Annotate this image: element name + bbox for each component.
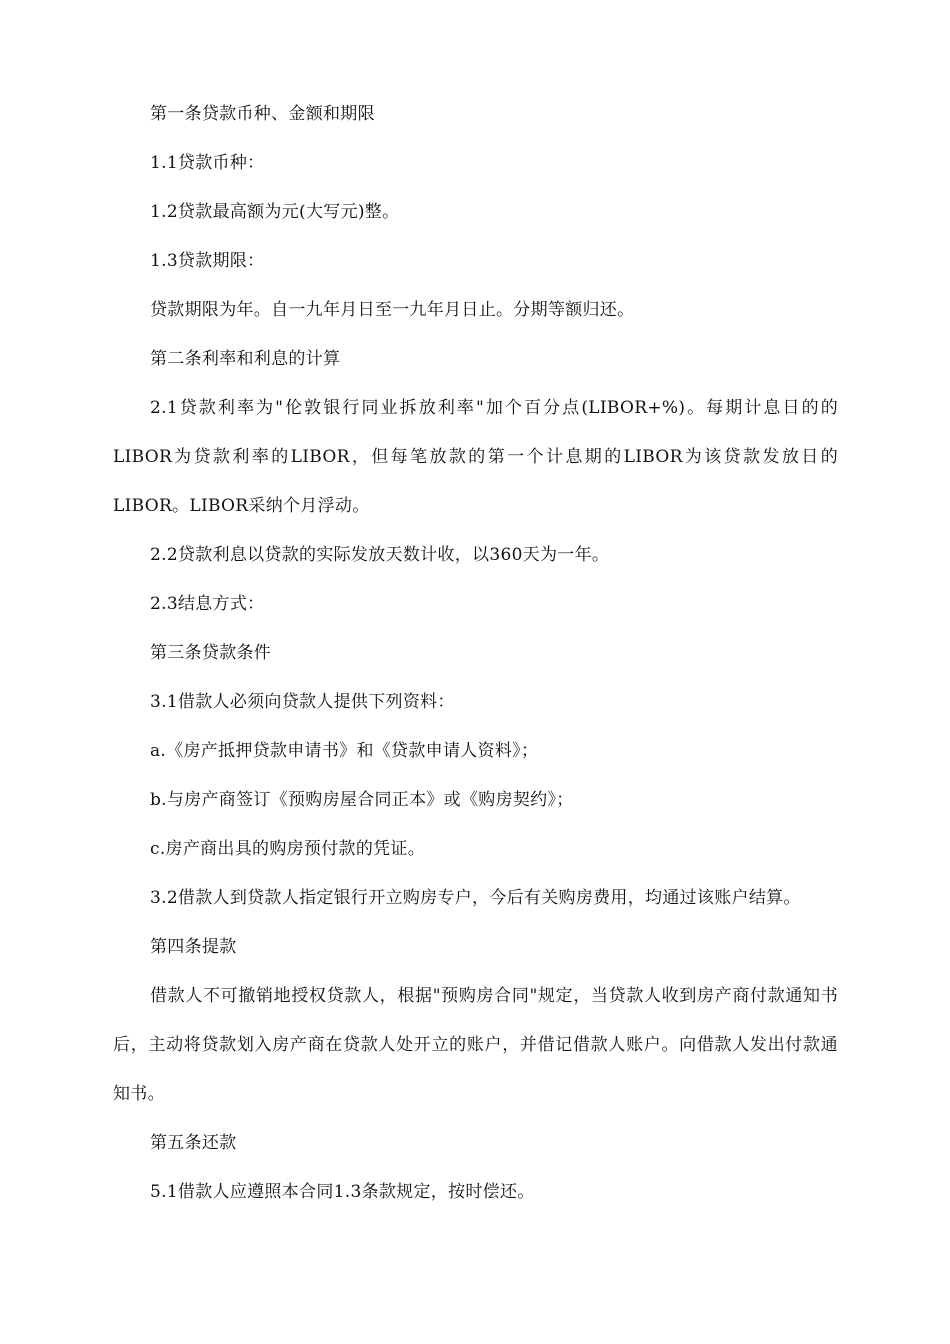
clause-2-2: 2.2贷款利息以贷款的实际发放天数计收，以360天为一年。 bbox=[150, 545, 610, 565]
article-5-heading: 第五条还款 bbox=[150, 1133, 237, 1153]
clause-1-1: 1.1贷款币种： bbox=[150, 153, 265, 173]
clause-3-1-c: c.房产商出具的购房预付款的凭证。 bbox=[150, 839, 426, 859]
article-2-heading: 第二条利率和利息的计算 bbox=[150, 349, 341, 369]
clause-3-1: 3.1借款人必须向贷款人提供下列资料： bbox=[150, 692, 455, 712]
loan-term-text: 贷款期限为年。自一九年月日至一九年月日止。分期等额归还。 bbox=[150, 300, 635, 320]
clause-1-2: 1.2贷款最高额为元(大写元)整。 bbox=[150, 202, 400, 222]
clause-1-3: 1.3贷款期限： bbox=[150, 251, 265, 271]
clause-2-3: 2.3结息方式： bbox=[150, 594, 265, 614]
withdrawal-text: 借款人不可撤销地授权贷款人，根据"预购房合同"规定，当贷款人收到房产商付款通知书后，主动将贷款划入房产商在贷款人处开立的账户，并借记借款人账户。向借款人发出付款通知书。 bbox=[113, 986, 838, 1104]
clause-2-1: 2.1贷款利率为"伦敦银行同业拆放利率"加个百分点(LIBOR+%)。每期计息日的的LIBOR为贷款利率的LIBOR，但每笔放款的第一个计息期的LIBOR为该贷款发放日的LIBOR。LIBOR采纳个月浮动。 bbox=[113, 398, 838, 516]
article-3-heading: 第三条贷款条件 bbox=[150, 643, 272, 663]
clause-3-1-b: b.与房产商签订《预购房屋合同正本》或《购房契约》； bbox=[150, 790, 574, 810]
article-1-heading: 第一条贷款币种、金额和期限 bbox=[150, 104, 375, 124]
article-4-heading: 第四条提款 bbox=[150, 937, 237, 957]
clause-3-1-a: a.《房产抵押贷款申请书》和《贷款申请人资料》； bbox=[150, 741, 539, 761]
clause-5-1: 5.1借款人应遵照本合同1.3条款规定，按时偿还。 bbox=[150, 1182, 535, 1202]
clause-3-2: 3.2借款人到贷款人指定银行开立购房专户，今后有关购房费用，均通过该账户结算。 bbox=[150, 888, 801, 908]
